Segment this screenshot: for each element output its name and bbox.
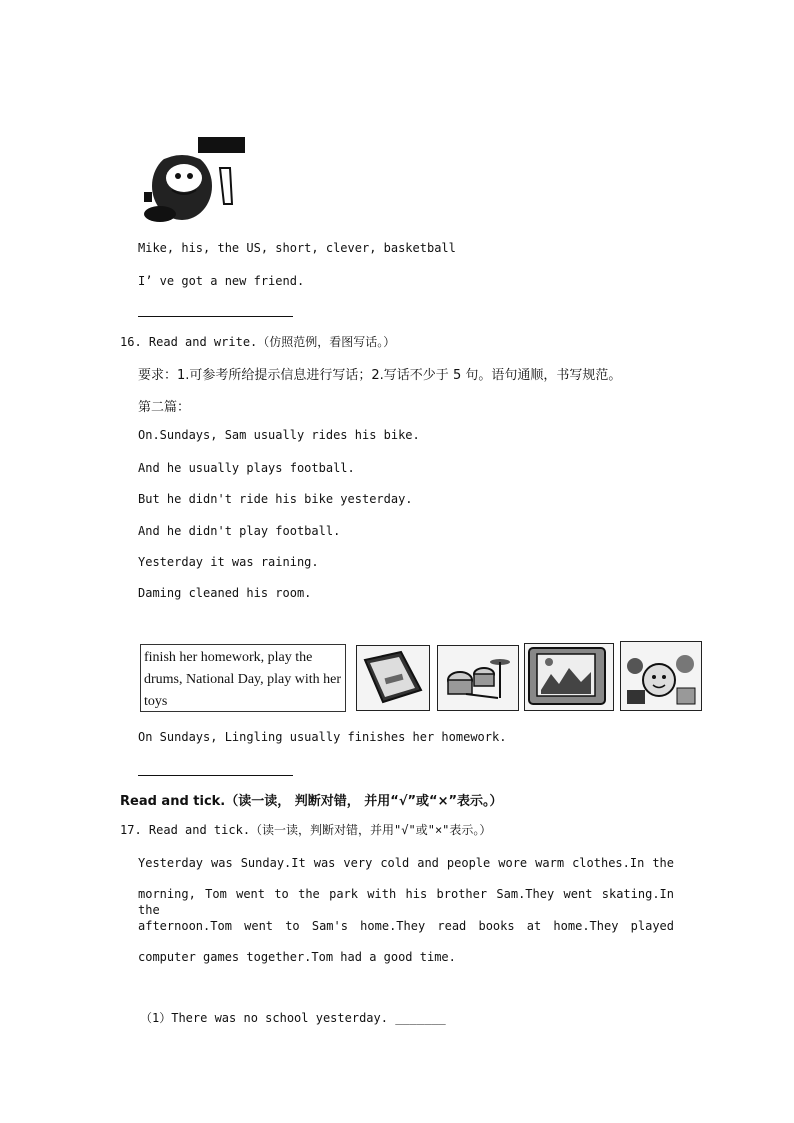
example-line: And he usually plays football. (138, 461, 355, 475)
passage-line: morning, Tom went to the park with his brother Sam.They went skating.In the (138, 887, 674, 917)
drums-picture (437, 645, 519, 711)
example-line: But he didn't ride his bike yesterday. (138, 492, 413, 506)
example-line: On.Sundays, Sam usually rides his bike. (138, 428, 420, 442)
section-heading: Read and tick.（读一读， 判断对错， 并用“√”或“×”表示。） (120, 794, 503, 809)
question-16-title: 16. Read and write.（仿照范例，看图写话。） (120, 335, 396, 349)
answer-blank-15[interactable] (138, 316, 293, 317)
requirement-16: 要求：1.可参考所给提示信息进行写话；2.写话不少于 5 句。语句通顺，书写规范。 (138, 368, 622, 383)
answer-blank-16[interactable] (138, 775, 293, 776)
toys-picture (620, 641, 702, 711)
question-17-title: 17. Read and tick.（读一读，判断对错，并用"√"或"×"表示。） (120, 823, 492, 837)
keywords-15: Mike, his, the US, short, clever, basketball (138, 241, 456, 255)
homework-book-picture (356, 645, 430, 711)
cartoon-boy-picture (140, 134, 250, 226)
question-17-item-1: （1）There was no school yesterday. _______ (140, 1011, 446, 1025)
passage-line: afternoon.Tom went to Sam's home.They read books at home.They played (138, 919, 674, 933)
part-label: 第二篇： (138, 400, 191, 415)
hint-box: finish her homework, play the drums, National Day, play with her toys (140, 644, 346, 712)
example-line: Yesterday it was raining. (138, 555, 319, 569)
prompt-sentence-16: On Sundays, Lingling usually finishes her homework. (138, 730, 507, 744)
example-line: And he didn't play football. (138, 524, 341, 538)
national-day-tv-picture (524, 643, 614, 711)
passage-line: Yesterday was Sunday.It was very cold and people wore warm clothes.In the (138, 856, 674, 870)
passage-line: computer games together.Tom had a good time. (138, 950, 456, 964)
given-sentence-15: I’ ve got a new friend. (138, 274, 305, 288)
example-line: Daming cleaned his room. (138, 586, 312, 600)
